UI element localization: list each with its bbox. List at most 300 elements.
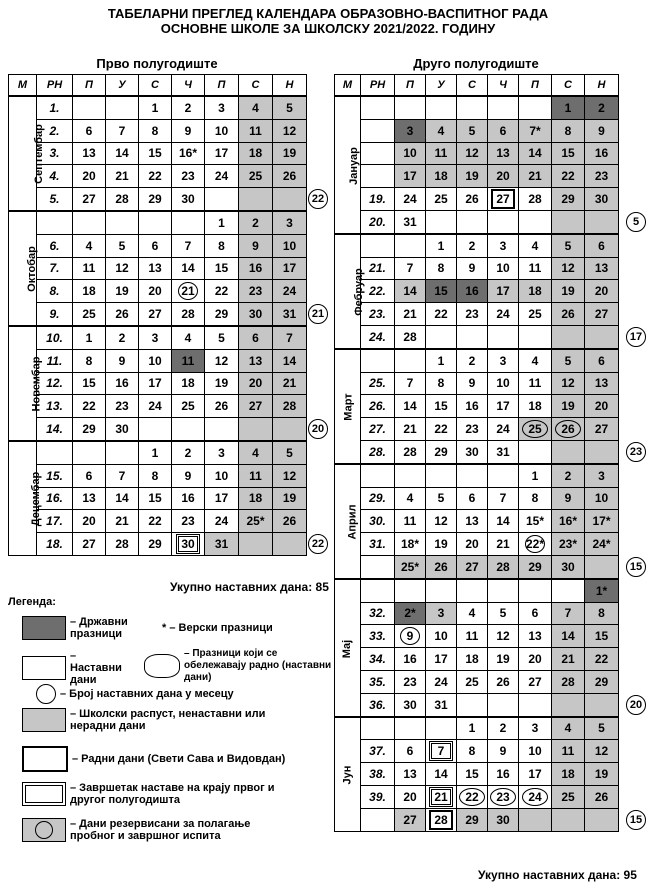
day-cell: 9 [585,119,619,142]
day-cell: 17 [205,142,239,165]
day-cell: 14 [106,487,139,510]
week-row [335,234,619,257]
day-cell: 10 [139,349,172,372]
month-name: Новембар [30,357,43,412]
day-cell: 22 [585,648,619,671]
day-cell: 16 [106,372,139,395]
day-cell: 17 [488,395,519,418]
day-cell: 13 [395,763,426,786]
day-cell: 25 [519,303,552,326]
day-cell: 8 [585,602,619,625]
month-teaching-days-count: 23 [626,442,646,462]
day-cell: 5 [585,717,619,740]
day-cell: 17 [519,763,552,786]
week-number: 18. [37,533,73,556]
day-cell [426,579,457,602]
day-cell: 12 [488,625,519,648]
day-cell: 4 [172,326,205,349]
day-cell: 15 [139,487,172,510]
day-cell: 2* [395,602,426,625]
day-cell: 13 [585,257,619,280]
day-cell [273,533,307,556]
week-number [361,808,395,831]
day-cell: 16 [172,487,205,510]
day-cell [519,440,552,463]
day-cell: 8 [139,464,172,487]
marked-holiday-marker: 21 [178,282,198,300]
day-cell: 23 [585,165,619,188]
week-row [9,165,307,188]
day-cell: 29 [457,808,488,831]
day-cell: 26 [552,303,585,326]
day-cell: 28 [273,395,307,418]
month-label [335,349,361,464]
day-cell: 2 [172,96,205,119]
day-cell: 24 [426,670,457,693]
day-cell: 2 [552,464,585,487]
day-cell: 19 [106,280,139,303]
week-row [9,418,307,441]
day-cell: 13 [239,349,273,372]
week-row [335,96,619,119]
first-half-total: Укупно наставних дана: 85 [170,580,329,594]
week-number [361,142,395,165]
day-cell: 3 [205,441,239,464]
day-cell: 14 [172,257,205,280]
day-cell: 24* [585,533,619,556]
week-number: 9. [37,303,73,326]
state-holiday-swatch [22,616,66,640]
day-cell: 20 [73,510,106,533]
day-cell: 9 [172,119,205,142]
day-cell: 24 [395,188,426,211]
day-cell: 25 [73,303,106,326]
week-row [9,372,307,395]
day-cell: 18 [426,165,457,188]
day-cell: 20 [488,165,519,188]
header-cell: С [239,75,273,97]
day-cell [205,418,239,441]
week-number [361,234,395,257]
day-cell: 18 [519,280,552,303]
month-name: Децембар [30,472,43,527]
day-cell: 21 [488,533,519,556]
day-cell [552,579,585,602]
day-cell: 21 [273,372,307,395]
week-number: 8. [37,280,73,303]
day-cell: 14 [552,625,585,648]
day-cell: 23 [457,303,488,326]
week-row [335,372,619,395]
day-cell: 19 [205,372,239,395]
day-cell: 8 [426,372,457,395]
header-cell: П [205,75,239,97]
day-cell: 2 [106,326,139,349]
day-cell: 5 [552,349,585,372]
day-cell: 8 [519,487,552,510]
day-cell: 4 [73,234,106,257]
day-cell [585,210,619,233]
header-cell: Ч [488,75,519,97]
day-cell [73,441,106,464]
day-cell: 11 [426,142,457,165]
header-cell: М [335,75,361,97]
week-row [9,280,307,303]
day-cell: 19 [552,280,585,303]
day-cell [395,234,426,257]
day-cell: 9 [457,257,488,280]
day-cell: 21 [519,165,552,188]
day-cell: 16 [457,395,488,418]
day-cell: 17 [273,257,307,280]
header-cell: Н [585,75,619,97]
day-cell: 5 [426,487,457,510]
day-cell: 25* [239,510,273,533]
week-number: 37. [361,740,395,763]
day-cell: 12 [273,464,307,487]
day-cell: 30 [172,188,205,211]
legend-state-holidays: – Државни празници [22,616,130,640]
marked-holiday-marker: 22* [526,537,545,552]
day-cell [426,464,457,487]
day-cell: 11 [239,464,273,487]
count-circle-icon [36,684,56,704]
day-cell: 5 [273,441,307,464]
week-row [335,303,619,326]
day-cell [457,464,488,487]
day-cell: 6 [73,464,106,487]
week-number [361,579,395,602]
day-cell [426,210,457,233]
header-cell: У [106,75,139,97]
day-cell [488,210,519,233]
week-row [9,510,307,533]
day-cell: 30 [457,440,488,463]
marked-holiday-marker: 9 [400,627,420,645]
day-cell: 20 [395,785,426,808]
day-cell: 5 [273,96,307,119]
day-cell: 12 [552,257,585,280]
week-number: 34. [361,648,395,671]
day-cell: 28 [106,533,139,556]
day-cell: 27 [519,670,552,693]
legend-religious: * – Верски празници [162,622,273,634]
month-label [335,96,361,234]
week-number: 22. [361,280,395,303]
work-day-marker: 27 [491,189,515,209]
day-cell: 15 [457,763,488,786]
day-cell: 15 [585,625,619,648]
day-cell: 30 [585,188,619,211]
day-cell [552,808,585,831]
week-row [335,693,619,716]
day-cell: 23 [172,165,205,188]
week-number: 36. [361,693,395,716]
week-row [335,165,619,188]
week-row [335,717,619,740]
day-cell [519,785,552,808]
header-cell: У [426,75,457,97]
day-cell: 11 [172,349,205,372]
day-cell: 14 [395,280,426,303]
week-row [335,325,619,348]
day-cell: 4 [519,349,552,372]
month-name: Октобар [25,246,38,293]
title-line-1: ТАБЕЛАРНИ ПРЕГЛЕД КАЛЕНДАРА ОБРАЗОВНО-ВАСПИТНОГ РАДА [107,6,549,21]
day-cell: 2 [172,441,205,464]
week-row [9,464,307,487]
day-cell: 4 [552,717,585,740]
day-cell: 17 [139,372,172,395]
day-cell: 22 [73,395,106,418]
day-cell [519,693,552,716]
month-label [335,579,361,717]
day-cell [488,785,519,808]
header-cell: Ч [172,75,205,97]
week-number: 10. [37,326,73,349]
week-row [9,487,307,510]
week-row [9,96,307,119]
second-half-table [334,74,619,832]
week-number [361,119,395,142]
day-cell: 26 [488,670,519,693]
week-row [9,441,307,464]
day-cell: 30 [552,555,585,578]
week-row [9,326,307,349]
day-cell: 26 [585,785,619,808]
week-number: 7. [37,257,73,280]
day-cell: 14 [395,395,426,418]
day-cell: 15 [139,142,172,165]
month-teaching-days-count: 17 [626,327,646,347]
month-label [335,464,361,579]
day-cell: 20 [585,395,619,418]
day-cell: 18 [172,372,205,395]
week-number: 19. [361,188,395,211]
day-cell: 31 [395,210,426,233]
day-cell: 2 [457,349,488,372]
day-cell: 15 [426,395,457,418]
day-cell: 15 [552,142,585,165]
page-title [0,6,656,36]
day-cell: 7 [395,257,426,280]
day-cell: 13 [73,487,106,510]
day-cell: 24 [488,303,519,326]
day-cell [519,579,552,602]
day-cell: 21 [552,648,585,671]
day-cell: 4 [239,441,273,464]
week-number: 21. [361,257,395,280]
header-cell: Н [273,75,307,97]
day-cell: 2 [457,234,488,257]
day-cell: 19 [273,487,307,510]
day-cell [488,96,519,119]
day-cell: 1 [73,326,106,349]
day-cell: 28 [519,188,552,211]
day-cell: 14 [273,349,307,372]
first-half-title: Прво полугодиште [96,56,218,71]
day-cell: 22 [139,165,172,188]
week-row [335,257,619,280]
day-cell [519,96,552,119]
end-term-marker: 30 [176,534,200,554]
week-number [361,349,395,372]
day-cell: 29 [139,533,172,556]
day-cell [239,188,273,211]
day-cell: 12 [585,740,619,763]
day-cell: 3 [273,211,307,234]
legend-count-circle: – Број наставних дана у месецу [36,684,234,704]
day-cell: 7 [273,326,307,349]
week-row [335,785,619,808]
week-number: 39. [361,785,395,808]
month-name: Јун [341,765,354,785]
reserved-exam-marker: 26 [555,420,581,438]
day-cell [552,210,585,233]
week-number: 1. [37,96,73,119]
week-row [335,579,619,602]
day-cell: 29 [426,440,457,463]
day-cell [239,533,273,556]
day-cell [488,464,519,487]
day-cell: 14 [488,510,519,533]
first-half-table [8,74,307,556]
day-cell: 1 [426,234,457,257]
day-cell: 22 [552,165,585,188]
day-cell: 8 [73,349,106,372]
day-cell [395,625,426,648]
week-row [335,648,619,671]
day-cell: 16* [552,510,585,533]
day-cell [457,210,488,233]
day-cell: 12 [106,257,139,280]
day-cell [519,210,552,233]
month-label [9,441,43,555]
day-cell: 30 [395,693,426,716]
day-cell: 18 [239,142,273,165]
day-cell: 13 [488,142,519,165]
week-row [335,763,619,786]
day-cell [585,808,619,831]
header-cell: С [552,75,585,97]
day-cell: 9 [106,349,139,372]
day-cell: 24 [273,280,307,303]
day-cell: 29 [139,188,172,211]
day-cell: 15 [73,372,106,395]
day-cell: 14 [106,142,139,165]
legend-reserved: – Дани резервисани за полагање пробног и завршног испита [22,818,290,842]
week-number: 23. [361,303,395,326]
day-cell: 28 [395,325,426,348]
day-cell: 10 [585,487,619,510]
day-cell: 18 [239,487,273,510]
legend-end-term: – Завршетак наставе на крају првог и другог полугодишта [22,782,290,806]
day-cell: 11 [395,510,426,533]
week-number [361,96,395,119]
week-row [335,670,619,693]
day-cell [73,211,106,234]
month-name: Март [342,393,355,421]
day-cell: 15 [426,280,457,303]
day-cell: 21 [106,510,139,533]
day-cell: 29 [519,555,552,578]
day-cell [172,533,205,556]
day-cell: 4 [457,602,488,625]
day-cell: 24 [205,510,239,533]
week-row [335,808,619,831]
week-number: 6. [37,234,73,257]
second-half-title: Друго полугодиште [413,56,539,71]
day-cell: 22 [205,280,239,303]
day-cell: 27 [239,395,273,418]
day-cell: 1 [205,211,239,234]
break-swatch [22,708,66,732]
day-cell: 7 [395,372,426,395]
day-cell: 12 [457,142,488,165]
week-row [335,602,619,625]
month-teaching-days-count: 20 [626,695,646,715]
day-cell: 2 [488,717,519,740]
week-number: 24. [361,325,395,348]
week-row [9,395,307,418]
day-cell: 7 [106,119,139,142]
day-cell: 8 [457,740,488,763]
day-cell [172,211,205,234]
week-number: 31. [361,533,395,556]
day-cell: 17 [426,648,457,671]
day-cell: 4 [239,96,273,119]
month-teaching-days-count: 21 [308,304,328,324]
day-cell: 10 [395,142,426,165]
day-cell: 13 [519,625,552,648]
day-cell: 9 [457,372,488,395]
day-cell: 18 [552,763,585,786]
day-cell: 20 [585,280,619,303]
day-cell: 26 [273,165,307,188]
day-cell: 18 [73,280,106,303]
day-cell: 23 [239,280,273,303]
day-cell: 21 [395,303,426,326]
week-row [335,464,619,487]
day-cell: 6 [585,234,619,257]
week-number: 25. [361,372,395,395]
header-cell: С [139,75,172,97]
month-teaching-days-count: 15 [626,557,646,577]
day-cell: 1 [457,717,488,740]
week-row [335,210,619,233]
day-cell: 25* [395,555,426,578]
week-number [37,211,73,234]
day-cell: 20 [519,648,552,671]
day-cell: 8 [426,257,457,280]
week-row [9,211,307,234]
week-number: 29. [361,487,395,510]
month-label [335,234,365,349]
day-cell [426,808,457,831]
day-cell: 8 [205,234,239,257]
week-number: 38. [361,763,395,786]
week-number: 11. [37,349,73,372]
day-cell: 2 [239,211,273,234]
day-cell: 3 [585,464,619,487]
week-number: 30. [361,510,395,533]
day-cell: 27 [139,303,172,326]
day-cell: 7 [106,464,139,487]
week-row [9,119,307,142]
day-cell [552,693,585,716]
week-number: 26. [361,395,395,418]
week-row [335,510,619,533]
